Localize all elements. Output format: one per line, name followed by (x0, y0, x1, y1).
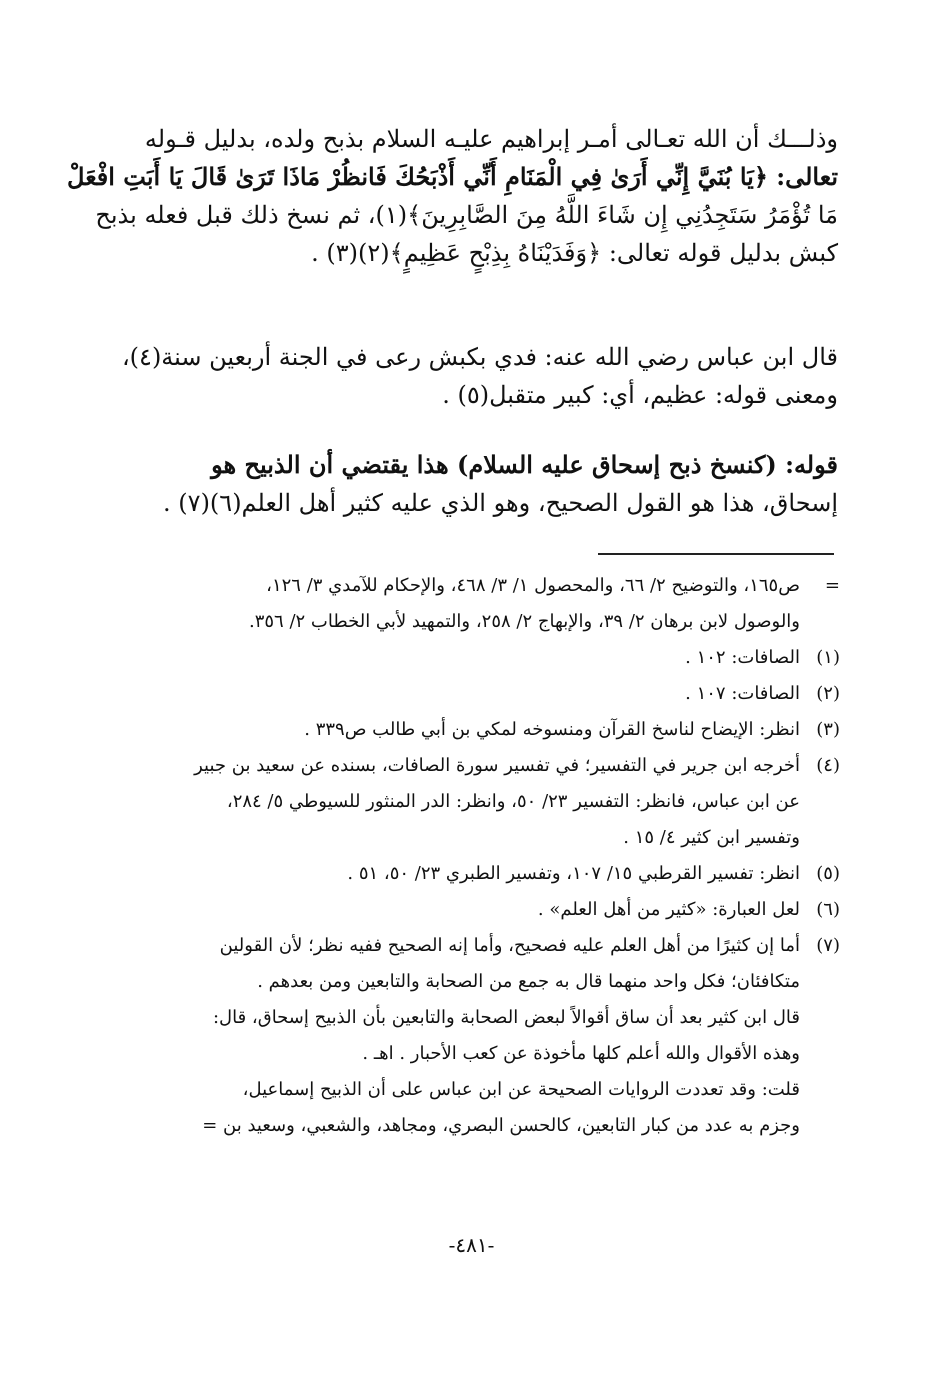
footnote-line: ص١٦٥، والتوضيح ٢/ ٦٦، والمحصول ١/ ٣/ ٤٦٨، والإحكام للآمدي ٣/ ١٢٦، (266, 575, 800, 596)
text-line: كبش بدليل قوله تعالى: ﴿وَفَدَيْنَاهُ بِذِبْحٍ عَظِيمٍ﴾(٢)(٣) . (311, 239, 838, 267)
footnote-line: عن ابن عباس، فانظر: التفسير ٢٣/ ٥٠، وانظر: الدر المنثور للسيوطي ٥/ ٢٨٤، (226, 791, 800, 812)
footnote-2 (100, 676, 840, 712)
footnote-number: (١) (816, 647, 840, 668)
footnote-number: (٤) (816, 755, 840, 776)
footnote-number: (٣) (816, 719, 840, 740)
main-paragraph-3 (126, 446, 838, 522)
footnote-line: الصافات: ١٠٧ . (685, 683, 800, 704)
footnote-line: وجزم به عدد من كبار التابعين، كالحسن البصري، ومجاهد، والشعبي، وسعيد بن = (202, 1115, 800, 1136)
footnote-7 (100, 928, 840, 1144)
text-line: تعالى: ﴿يَا بُنَيَّ إِنِّي أَرَىٰ فِي الْمَنَامِ أَنِّي أَذْبَحُكَ فَانظُرْ مَاذَا تَرَىٰ قَالَ يَا أَبَتِ افْعَلْ (67, 162, 838, 191)
footnote-line: أما إن كثيرًا من أهل العلم عليه فصحيح، وأما إنه الصحيح ففيه نظر؛ لأن القولين (219, 935, 800, 956)
footnote-3 (100, 712, 840, 748)
page-number: -٤٨١- (448, 1233, 495, 1257)
footnote-1 (100, 640, 840, 676)
text-line: قوله: (كنسخ ذبح إسحاق عليه السلام) هذا يقتضي أن الذبيح هو (211, 450, 838, 479)
footnote-separator (598, 553, 834, 555)
main-paragraph-1 (67, 120, 838, 272)
footnote-line: انظر: الإيضاح لناسخ القرآن ومنسوخه لمكي بن أبي طالب ص٣٣٩ . (304, 719, 800, 740)
footnote-line: وهذه الأقوال والله أعلم كلها مأخوذة عن كعب الأحبار . اهـ . (362, 1043, 800, 1064)
footnote-line: الصافات: ١٠٢ . (685, 647, 800, 668)
text-line: مَا تُؤْمَرُ سَتَجِدُنِي إِن شَاءَ اللَّهُ مِنَ الصَّابِرِينَ﴾(١)، ثم نسخ ذلك قبل فعله بذبح (95, 201, 838, 229)
footnote-number: (٥) (816, 863, 840, 884)
footnote-continuation (100, 568, 840, 640)
footnote-line: انظر: تفسير القرطبي ١٥/ ١٠٧، وتفسير الطبري ٢٣/ ٥٠، ٥١ . (347, 863, 800, 884)
footnote-6 (100, 892, 840, 928)
text-line: قال ابن عباس رضي الله عنه: فدي بكبش رعى في الجنة أربعين سنة(٤)، (121, 343, 838, 371)
footnote-line: لعل العبارة: «كثير من أهل العلم» . (537, 899, 800, 920)
footnote-line: أخرجه ابن جرير في التفسير؛ في تفسير سورة الصافات، بسنده عن سعيد بن جبير (194, 755, 800, 776)
text-line: إسحاق، هذا هو القول الصحيح، وهو الذي عليه كثير أهل العلم(٦)(٧) . (163, 489, 838, 517)
footnote-number: (٧) (816, 935, 840, 956)
footnote-line: والوصول لابن برهان ٢/ ٣٩، والإبهاج ٢/ ٢٥٨، والتمهيد لأبي الخطاب ٢/ ٣٥٦. (248, 611, 800, 632)
footnote-4 (100, 748, 840, 856)
footnote-5 (100, 856, 840, 892)
footnote-number: (٢) (816, 683, 840, 704)
footnotes (100, 568, 840, 1144)
text-line: ومعنى قوله: عظيم، أي: كبير متقبل(٥) . (442, 381, 838, 409)
footnote-line: قال ابن كثير بعد أن ساق أقوالاً لبعض الصحابة والتابعين بأن الذبيح إسحاق، قال: (212, 1007, 800, 1028)
main-paragraph-2 (121, 338, 838, 414)
footnote-line: وتفسير ابن كثير ٤/ ١٥ . (623, 827, 800, 848)
text-line: وذلـــك أن الله تعـالى أمـر إبراهيم عليـه السلام بذبح ولده، بدليل قـوله (144, 125, 838, 153)
footnote-marker: = (824, 575, 840, 596)
footnote-line: متكافئان؛ فكل واحد منهما قال به جمع من الصحابة والتابعين ومن بعدهم . (257, 971, 800, 992)
footnote-line: قلت: وقد تعددت الروايات الصحيحة عن ابن عباس على أن الذبيح إسماعيل، (242, 1079, 800, 1100)
footnote-number: (٦) (816, 899, 840, 920)
